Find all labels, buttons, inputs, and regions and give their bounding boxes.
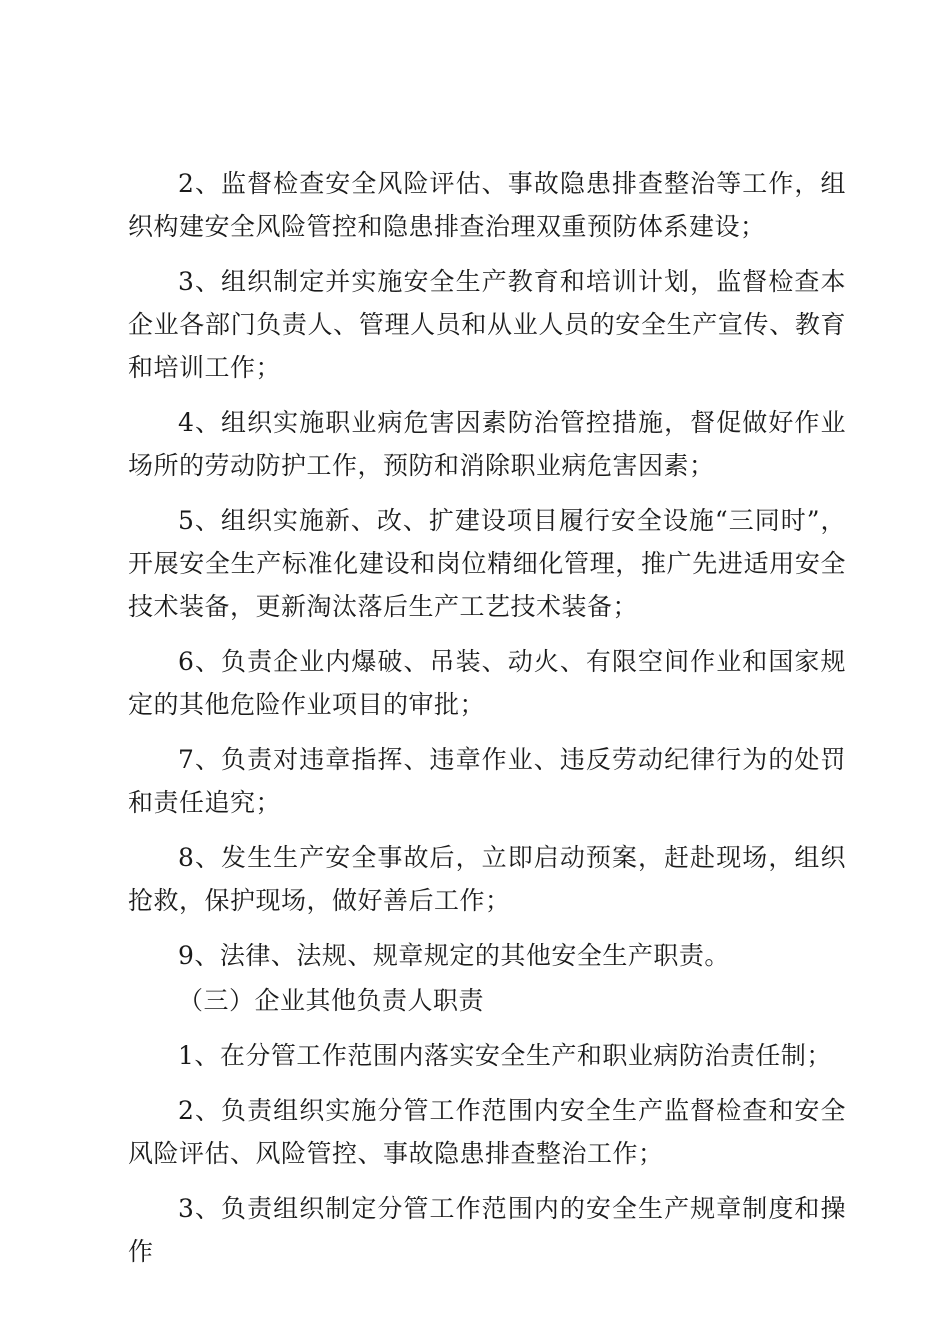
paragraph-item-8: 8、发生生产安全事故后，立即启动预案，赶赴现场，组织抢救，保护现场，做好善后工作； [128,843,846,915]
paragraph-item-6: 6、负责企业内爆破、吊装、动火、有限空间作业和国家规定的其他危险作业项目的审批； [128,647,846,719]
paragraph-item-3: 3、组织制定并实施安全生产教育和培训计划，监督检查本企业各部门负责人、管理人员和从业人员的安全生产宣传、教育和培训工作； [128,267,846,382]
paragraph-item-4: 4、组织实施职业病危害因素防治管控措施，督促做好作业场所的劳动防护工作，预防和消除职业病危害因素； [128,408,846,480]
paragraph-item-3-other: 3、负责组织制定分管工作范围内的安全生产规章制度和操作 [128,1194,846,1266]
paragraph-item-9: 9、法律、法规、规章规定的其他安全生产职责。 [178,941,730,970]
paragraph-item-5: 5、组织实施新、改、扩建设项目履行安全设施“三同时”，开展安全生产标准化建设和岗位精细化管理，推广先进适用安全技术装备，更新淘汰落后生产工艺技术装备； [128,506,846,621]
paragraph-item-2-other: 2、负责组织实施分管工作范围内安全生产监督检查和安全风险评估、风险管控、事故隐患排查整治工作； [128,1096,846,1168]
paragraph-item-1: 1、在分管工作范围内落实安全生产和职业病防治责任制； [178,1041,832,1070]
section-heading: （三）企业其他负责人职责 [178,986,485,1015]
paragraph-item-7: 7、负责对违章指挥、违章作业、违反劳动纪律行为的处罚和责任追究； [128,745,846,817]
paragraph-item-2: 2、监督检查安全风险评估、事故隐患排查整治等工作，组织构建安全风险管控和隐患排查治理双重预防体系建设； [128,169,846,241]
document-body [128,162,846,1285]
